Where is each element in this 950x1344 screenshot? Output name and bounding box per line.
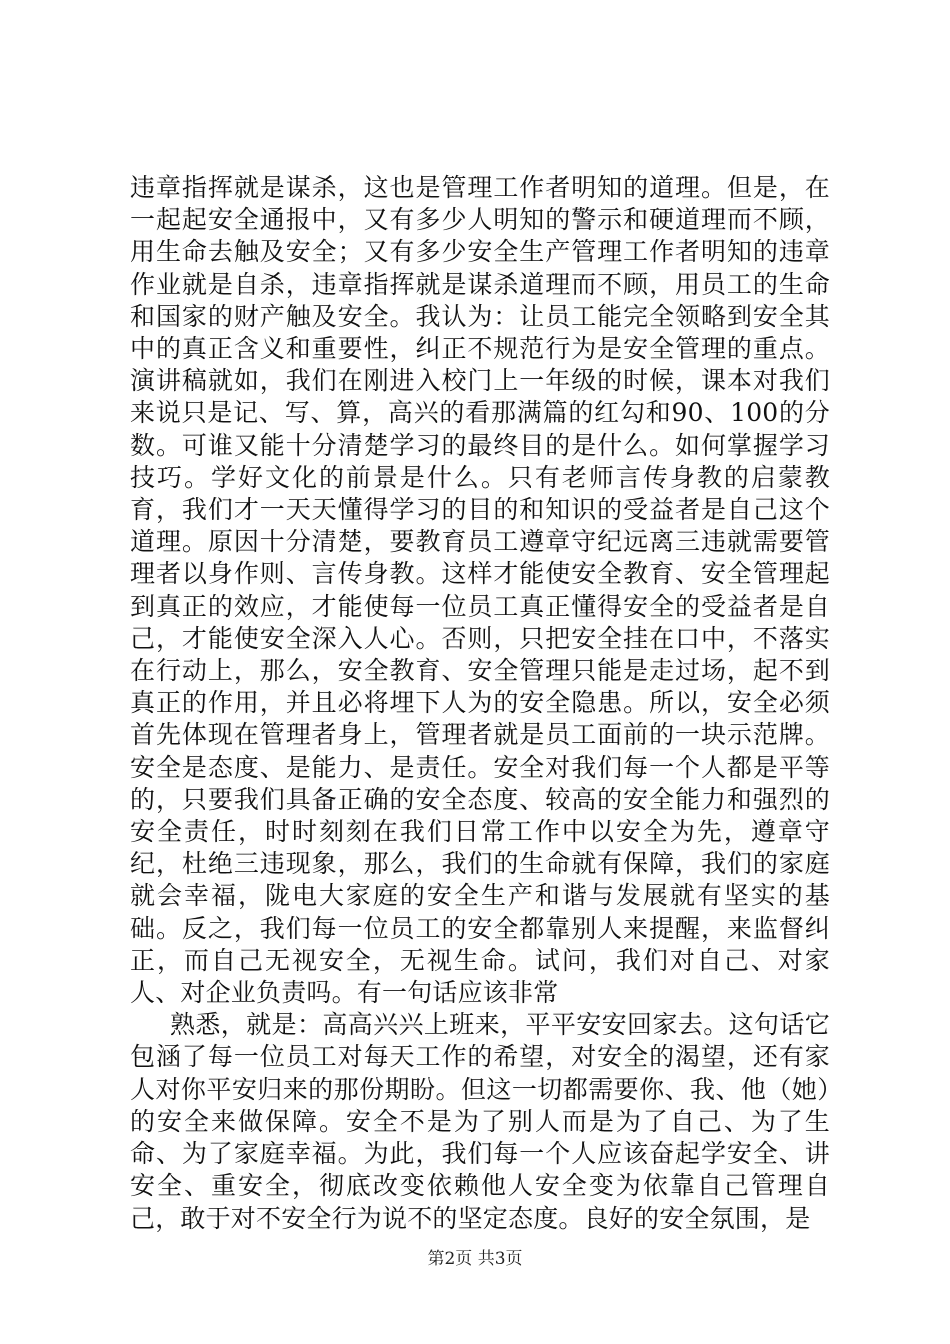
paragraph-2: 熟悉，就是：高高兴兴上班来，平平安安回家去。这句话它包涵了每一位员工对每天工作的希望，对安全的渴望，还有家人对你平安归来的那份期盼。但这一切都需要你、我、他（她）的安全来做保障。安全不是为了别人而是为了自己、为了生命、为了家庭幸福。为此，我们每一个人应该奋起学安全、讲安全、重安全，彻底改变依赖他人安全变为依靠自己管理自己，敢于对不安全行为说不的坚定态度。良好的安全氛围，是 bbox=[130, 1010, 830, 1233]
paragraph-1: 违章指挥就是谋杀，这也是管理工作者明知的道理。但是，在一起起安全通报中，又有多少人明知的警示和硬道理而不顾，用生命去触及安全；又有多少安全生产管理工作者明知的违章作业就是自杀，违章指挥就是谋杀道理而不顾，用员工的生命和国家的财产触及安全。我认为：让员工能完全领略到安全其中的真正含义和重要性，纠正不规范行为是安全管理的重点。演讲稿就如，我们在刚进入校门上一年级的时候，课本对我们来说只是记、写、算，高兴的看那满篇的红勾和90、100的分数。可谁又能十分清楚学习的最终目的是什么。如何掌握学习技巧。学好文化的前景是什么。只有老师言传身教的启蒙教育，我们才一天天懂得学习的目的和知识的受益者是自己这个道理。原因十分清楚，要教育员工遵章守纪远离三违就需要管理者以身作则、言传身教。这样才能使安全教育、安全管理起到真正的效应，才能使每一位员工真正懂得安全的受益者是自己，才能使安全深入人心。否则，只把安全挂在口中，不落实在行动上，那么，安全教育、安全管理只能是走过场，起不到真正的作用，并且必将埋下人为的安全隐患。所以，安全必须首先体现在管理者身上，管理者就是员工面前的一块示范牌。安全是态度、是能力、是责任。安全对我们每一个人都是平等的，只要我们具备正确的安全态度、较高的安全能力和强烈的安全责任，时时刻刻在我们日常工作中以安全为先，遵章守纪，杜绝三违现象，那么，我们的生命就有保障，我们的家庭就会幸福，陇电大家庭的安全生产和谐与发展就有坚实的基础。反之，我们每一位员工的安全都靠别人来提醒，来监督纠正，而自己无视安全，无视生命。试问，我们对自己、对家人、对企业负责吗。有一句话应该非常 bbox=[130, 173, 830, 1008]
body-text bbox=[130, 172, 830, 1235]
page-footer: 第2页 共3页 bbox=[427, 1249, 523, 1269]
